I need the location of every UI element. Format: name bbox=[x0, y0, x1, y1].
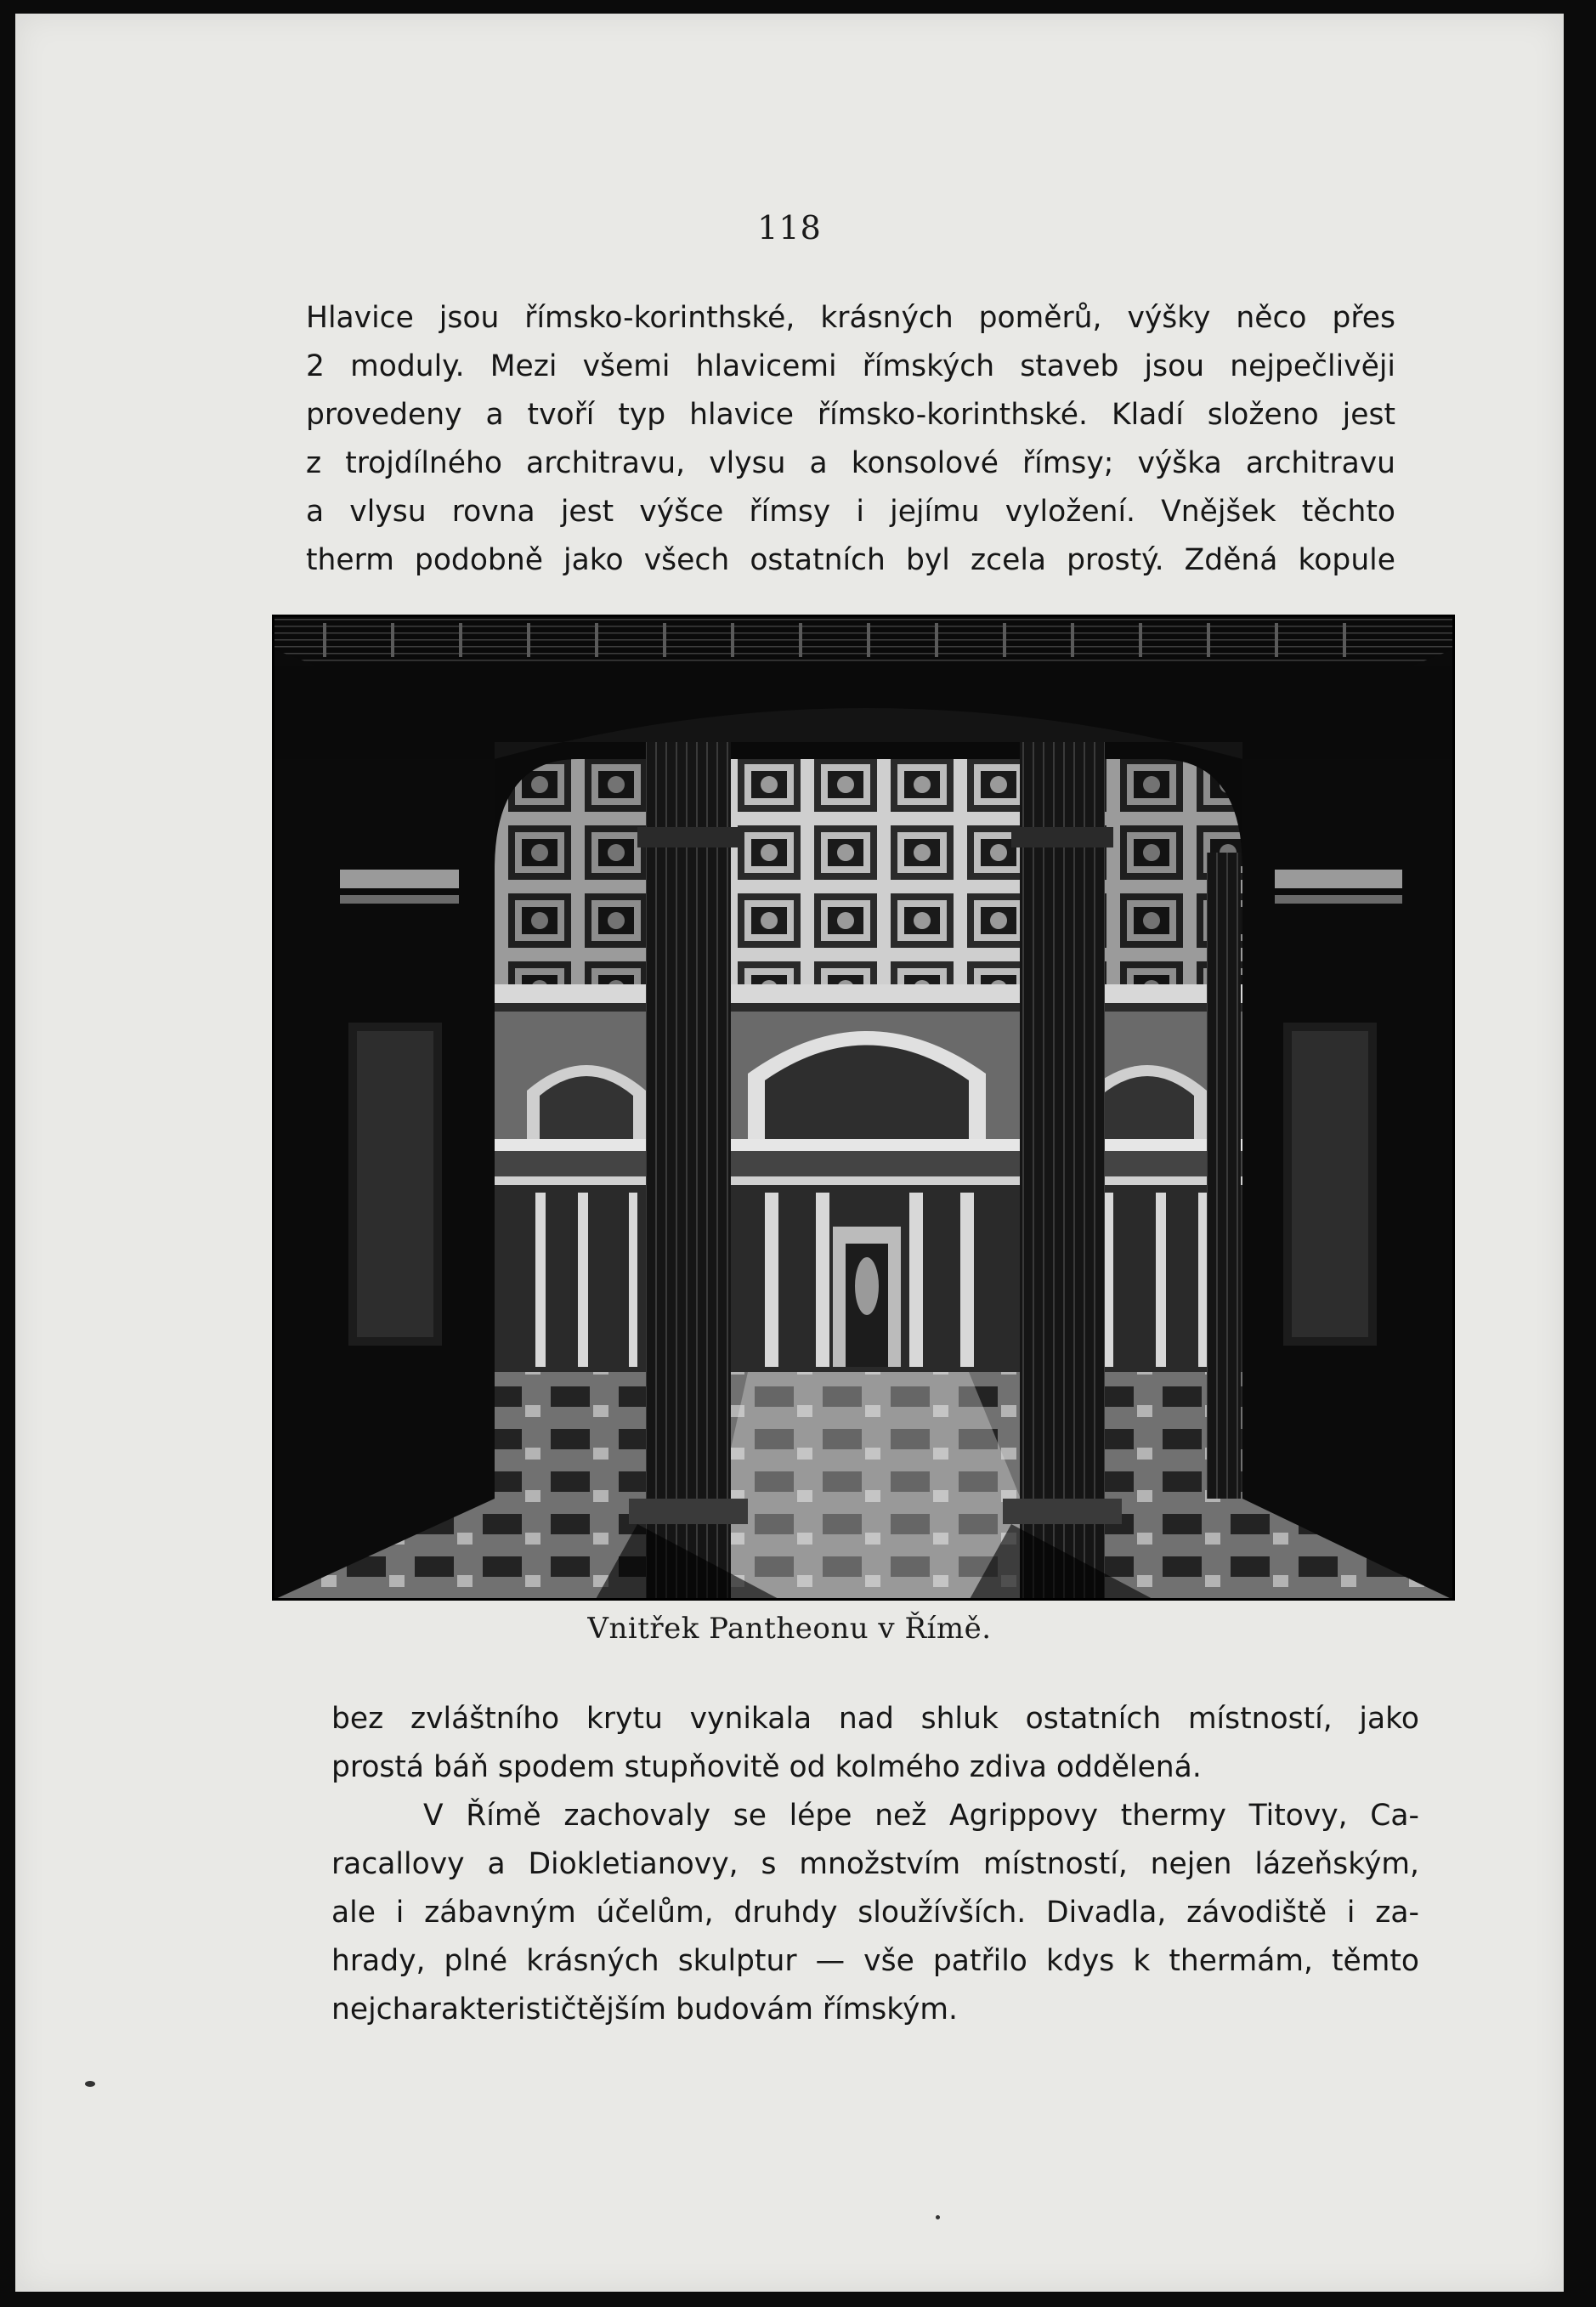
scanned-page bbox=[15, 14, 1564, 2292]
ink-speck bbox=[936, 2215, 940, 2219]
engraving-picture bbox=[272, 615, 1455, 1601]
text-line: 2 moduly. Mezi všemi hlavicemi římských staveb jsou nejpečlivěji bbox=[306, 349, 1395, 383]
page-number: 118 bbox=[757, 209, 822, 247]
text-line: z trojdílného architravu, vlysu a konsolové římsy; výška architravu bbox=[306, 446, 1395, 480]
text-line: V Římě zachovaly se lépe než Agrippovy thermy Titovy, Ca- bbox=[423, 1799, 1419, 1833]
bottom-paragraph bbox=[331, 1695, 1419, 2034]
text-line: ale i zábavným účelům, druhdy sloužívších. Divadla, závodiště i za- bbox=[331, 1896, 1419, 1930]
text-line: provedeny a tvoří typ hlavice římsko-korinthské. Kladí složeno jest bbox=[306, 398, 1395, 432]
text-line: racallovy a Diokletianovy, s množstvím místností, nejen lázeňským, bbox=[331, 1847, 1419, 1881]
text-line: Hlavice jsou římsko-korinthské, krásných poměrů, výšky něco přes bbox=[306, 301, 1395, 335]
ink-speck bbox=[85, 2081, 95, 2087]
text-line: therm podobně jako všech ostatních byl zcela prostý. Zděná kopule bbox=[306, 543, 1395, 577]
text-line: nejcharakterističtějším budovám římským. bbox=[331, 1992, 958, 2026]
text-line: prostá báň spodem stupňovitě od kolmého zdiva oddělená. bbox=[331, 1750, 1202, 1784]
pantheon-interior-illustration bbox=[272, 615, 1455, 1601]
text-line: a vlysu rovna jest výšce římsy i jejímu vyložení. Vnějšek těchto bbox=[306, 495, 1395, 529]
top-paragraph bbox=[306, 294, 1395, 585]
text-line: bez zvláštního krytu vynikala nad shluk ostatních místností, jako bbox=[331, 1702, 1419, 1736]
text-line: hrady, plné krásných skulptur — vše patřilo kdys k thermám, těmto bbox=[331, 1944, 1419, 1978]
figure-caption: Vnitřek Pantheonu v Římě. bbox=[587, 1612, 992, 1646]
